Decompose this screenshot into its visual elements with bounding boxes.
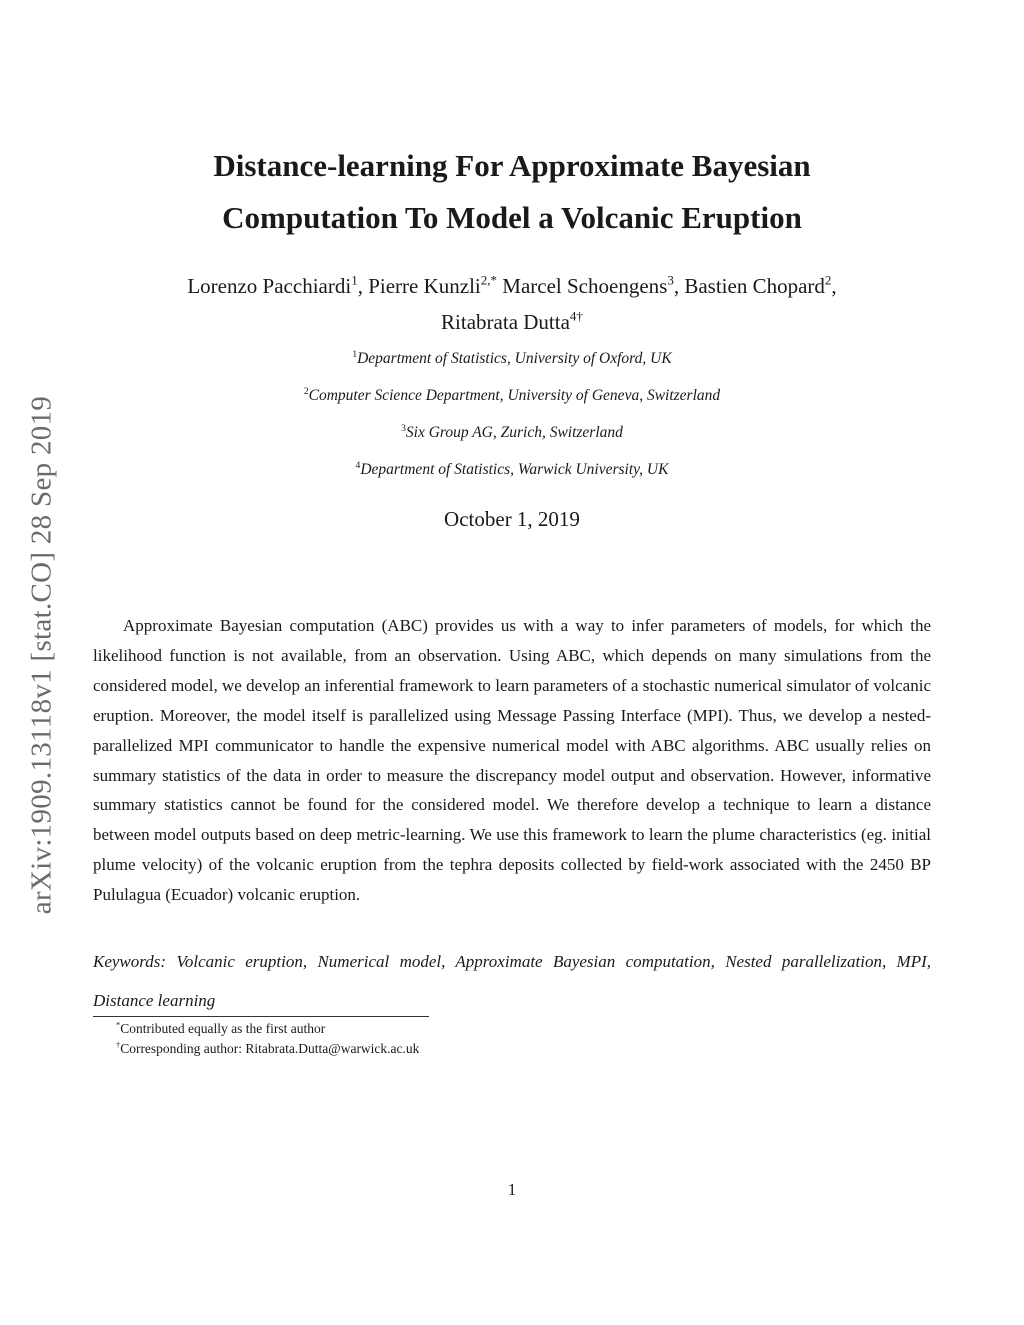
author-name: Lorenzo Pacchiardi — [187, 274, 352, 298]
author-list — [100, 268, 924, 340]
publication-date: October 1, 2019 — [444, 507, 580, 531]
author-name: Ritabrata Dutta — [441, 310, 570, 334]
affiliation: $^2$Computer Science Department, University of Geneva, Switzerland — [303, 385, 721, 404]
author-line-1: Lorenzo Pacchiardi$^1$, Pierre Kunzli$^{2,*}$ Marcel Schoengens$^3$, Bastien Chopard$^2$, — [187, 272, 837, 298]
title-line-1: Distance-learning For Approximate Bayesian — [213, 148, 811, 183]
footnote: *Contributed equally as the first author — [116, 1020, 326, 1036]
keywords: Keywords: Volcanic eruption, Numerical model, Approximate Bayesian computation, Nested parallelization, MPI, Distance learning — [93, 952, 931, 1010]
author-affiliation-mark: 3 — [667, 272, 674, 288]
author-affiliation-mark: 2 — [824, 272, 832, 288]
author-affiliation-mark: 1 — [351, 272, 358, 288]
affiliation: $^4$Department of Statistics, Warwick University, UK — [355, 459, 669, 478]
title-line-2: Computation To Model a Volcanic Eruption — [222, 200, 802, 235]
affiliation: $^1$Department of Statistics, University of Oxford, UK — [352, 348, 672, 367]
author-name: Marcel Schoengens — [502, 274, 668, 298]
paper-title — [100, 140, 924, 244]
arxiv-identifier-stamp: arXiv:1909.13118v1 [stat.CO] 28 Sep 2019 — [25, 395, 58, 915]
affiliation: $^3$Six Group AG, Zurich, Switzerland — [401, 422, 623, 441]
abstract-paragraph: Approximate Bayesian computation (ABC) provides us with a way to infer parameters of models, for which the likelihood function is not available, from an observation. Using ABC, which depends on many simulations from the considered model, we develop an inferential framework to learn parameters of a stochastic numerical simulator of volcanic eruption. Moreover, the model itself is parallelized using Message Passing Interface (MPI). Thus, we develop a nested-parallelized MPI communicator to handle the expensive numerical model with ABC algorithms. ABC usually relies on summary statistics of the data in order to measure the discrepancy model output and observation. However, informative summary statistics cannot be found for the considered model. We therefore develop a technique to learn a distance between model outputs based on deep metric-learning. We use this framework to learn the plume characteristics (eg. initial plume velocity) of the volcanic eruption from the tephra deposits collected by field-work associated with the 2450 BP Pululagua (Ecuador) volcanic eruption. — [93, 616, 931, 905]
author-line-2 — [100, 304, 924, 340]
author-name: Pierre Kunzli — [368, 274, 481, 298]
author-affiliation-mark: 4† — [569, 308, 583, 324]
author-affiliation-mark: 2,* — [480, 272, 498, 288]
page-number: 1 — [507, 1180, 517, 1199]
author-name: Bastien Chopard — [684, 274, 825, 298]
footnote-divider — [93, 1016, 429, 1017]
footnote: †Corresponding author: Ritabrata.Dutta@warwick.ac.uk — [116, 1040, 420, 1056]
